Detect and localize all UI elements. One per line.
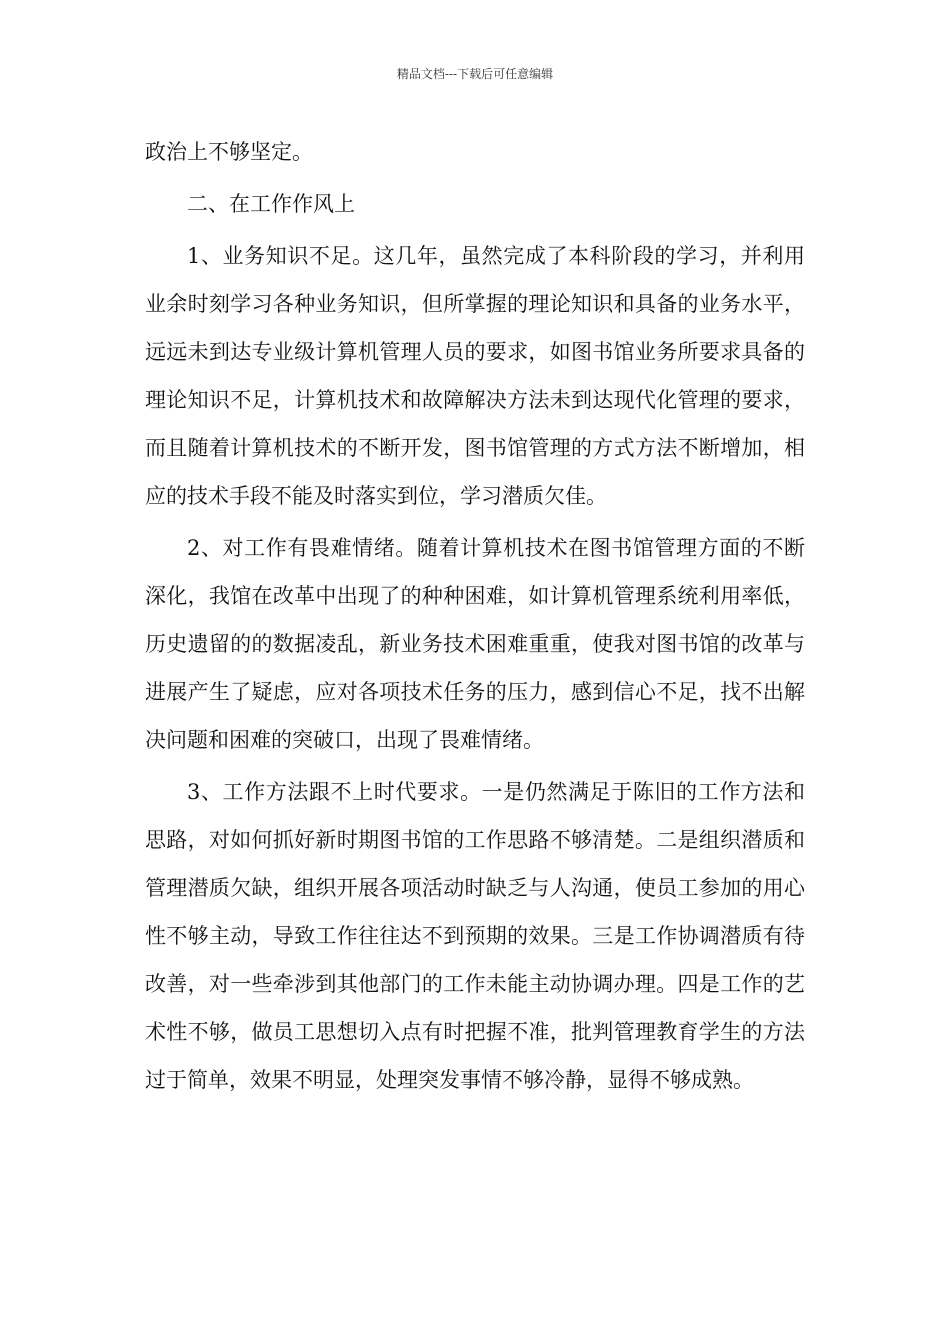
page-header: 精品文档---下载后可任意编辑 bbox=[396, 67, 554, 81]
document-body bbox=[145, 128, 805, 1108]
section-heading: 二、在工作作风上 bbox=[187, 192, 355, 216]
paragraph-continuation: 政治上不够坚定。 bbox=[145, 140, 313, 164]
paragraph-item-1: 1、业务知识不足。这几年，虽然完成了本科阶段的学习，并利用业余时刻学习各种业务知识，但所掌握的理论知识和具备的业务水平，远远未到达专业级计算机管理人员的要求，如图书馆业务所要求具备的理论知识不足，计算机技术和故障解决方法未到达现代化管理的要求，而且随着计算机技术的不断开发，图书馆管理的方式方法不断增加，相应的技术手段不能及时落实到位，学习潜质欠佳。 bbox=[145, 244, 805, 508]
paragraph-item-2: 2、对工作有畏难情绪。随着计算机技术在图书馆管理方面的不断深化，我馆在改革中出现了的种种困难，如计算机管理系统利用率低，历史遗留的的数据凌乱，新业务技术困难重重，使我对图书馆的改革与进展产生了疑虑，应对各项技术任务的压力，感到信心不足，找不出解决问题和困难的突破口，出现了畏难情绪。 bbox=[145, 536, 805, 752]
paragraph-item-3: 3、工作方法跟不上时代要求。一是仍然满足于陈旧的工作方法和思路，对如何抓好新时期图书馆的工作思路不够清楚。二是组织潜质和管理潜质欠缺，组织开展各项活动时缺乏与人沟通，使员工参加的用心性不够主动，导致工作往往达不到预期的效果。三是工作协调潜质有待改善，对一些牵涉到其他部门的工作未能主动协调办理。四是工作的艺术性不够，做员工思想切入点有时把握不准，批判管理教育学生的方法过于简单，效果不明显，处理突发事情不够冷静，显得不够成熟。 bbox=[145, 780, 805, 1092]
